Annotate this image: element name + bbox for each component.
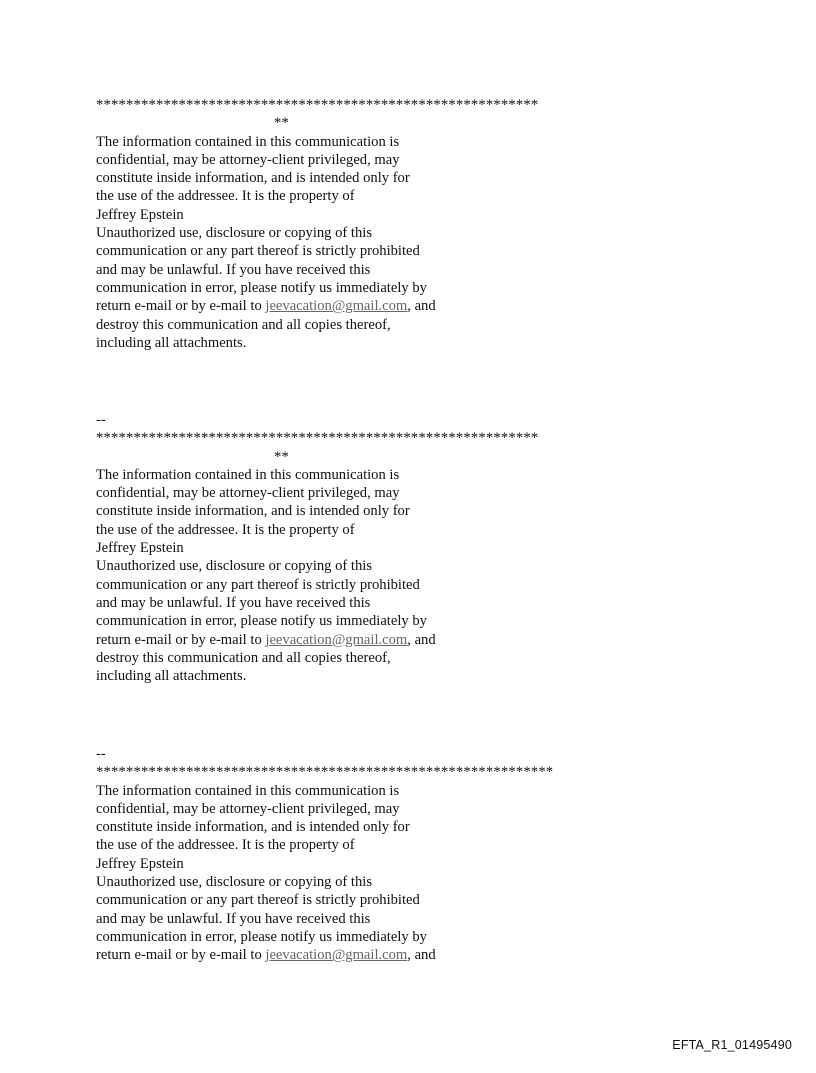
- disclaimer-line: including all attachments.: [96, 334, 247, 351]
- disclaimer-line: constitute inside information, and is intended only for: [96, 170, 410, 187]
- disclaimer-line: The information contained in this communication is: [96, 133, 400, 150]
- disclaimer-line: constitute inside information, and is intended only for: [96, 819, 410, 836]
- document-id-stamp: EFTA_R1_01495490: [672, 1038, 792, 1052]
- disclaimer-email-line: [96, 946, 616, 964]
- disclaimer-email-line: [96, 631, 616, 649]
- asterisk-rule: *************************************************************: [96, 764, 554, 781]
- disclaimer-line: Unauthorized use, disclosure or copying of this: [96, 558, 373, 575]
- email-suffix: , and: [407, 947, 436, 964]
- asterisk-rule: ***********************************************************: [96, 97, 539, 113]
- disclaimer-line: and may be unlawful. If you have received this: [96, 261, 371, 278]
- disclaimer-email-line: [96, 297, 616, 315]
- disclaimer-block-2: [96, 411, 616, 685]
- disclaimer-block-1: [96, 96, 616, 352]
- email-prefix: return e-mail or by e-mail to: [96, 298, 266, 315]
- disclaimer-line: confidential, may be attorney-client privileged, may: [96, 151, 400, 168]
- email-prefix: return e-mail or by e-mail to: [96, 947, 266, 964]
- disclaimer-line: communication in error, please notify us immediately by: [96, 613, 427, 630]
- disclaimer-line: including all attachments.: [96, 668, 247, 685]
- disclaimer-line: Jeffrey Epstein: [96, 540, 184, 557]
- disclaimer-line: Jeffrey Epstein: [96, 206, 184, 223]
- email-link[interactable]: jeevacation@gmail.com: [265, 947, 408, 964]
- disclaimer-line: communication in error, please notify us immediately by: [96, 279, 427, 296]
- disclaimer-line: communication in error, please notify us immediately by: [96, 928, 427, 945]
- disclaimer-line: and may be unlawful. If you have received this: [96, 910, 371, 927]
- asterisk-rule-tail: **: [274, 448, 289, 465]
- disclaimer-line: communication or any part thereof is strictly prohibited: [96, 576, 420, 593]
- disclaimer-line: The information contained in this communication is: [96, 782, 400, 799]
- asterisk-rule-tail: **: [274, 115, 289, 132]
- disclaimer-line: communication or any part thereof is strictly prohibited: [96, 243, 420, 260]
- disclaimer-line: constitute inside information, and is intended only for: [96, 503, 410, 520]
- disclaimer-line: communication or any part thereof is strictly prohibited: [96, 892, 420, 909]
- disclaimer-line: the use of the addressee. It is the property of: [96, 837, 355, 854]
- disclaimer-line: Unauthorized use, disclosure or copying of this: [96, 225, 373, 242]
- asterisk-rule: ***********************************************************: [96, 430, 539, 447]
- disclaimer-line: destroy this communication and all copies thereof,: [96, 316, 391, 333]
- disclaimer-line: destroy this communication and all copies thereof,: [96, 649, 391, 666]
- disclaimer-line: the use of the addressee. It is the property of: [96, 521, 355, 538]
- disclaimer-block-3: [96, 745, 616, 965]
- email-prefix: return e-mail or by e-mail to: [96, 631, 266, 648]
- disclaimer-line: Jeffrey Epstein: [96, 855, 184, 872]
- disclaimer-line: and may be unlawful. If you have received this: [96, 594, 371, 611]
- disclaimer-line: the use of the addressee. It is the property of: [96, 188, 355, 205]
- disclaimer-line: The information contained in this communication is: [96, 466, 400, 483]
- disclaimer-line: confidential, may be attorney-client privileged, may: [96, 485, 400, 502]
- email-link[interactable]: jeevacation@gmail.com: [265, 631, 408, 648]
- disclaimer-line: confidential, may be attorney-client privileged, may: [96, 800, 400, 817]
- disclaimer-line: Unauthorized use, disclosure or copying of this: [96, 874, 373, 891]
- email-suffix: , and: [407, 298, 436, 315]
- email-suffix: , and: [407, 631, 436, 648]
- separator-dashes: --: [96, 746, 106, 762]
- separator-dashes: --: [96, 412, 106, 428]
- email-link[interactable]: jeevacation@gmail.com: [265, 298, 408, 315]
